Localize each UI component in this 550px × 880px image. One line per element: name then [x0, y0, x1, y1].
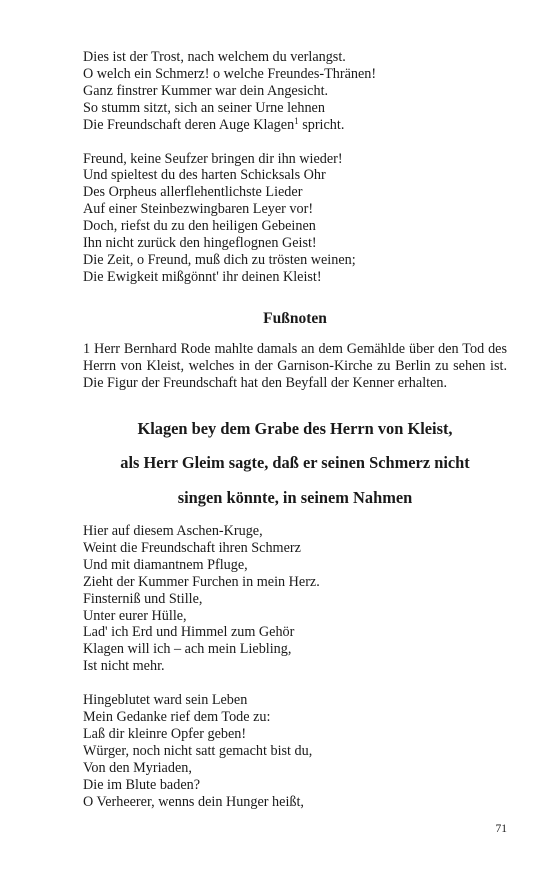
- poem-two-stanza-2: [83, 692, 507, 810]
- verse-line: Die im Blute baden?: [83, 776, 201, 793]
- verse-line: Laß dir kleinre Opfer geben!: [83, 725, 247, 742]
- verse-line: Ihn nicht zurück den hingeflognen Geist!: [83, 235, 317, 252]
- verse-line: Von den Myriaden,: [83, 759, 192, 776]
- verse-line: So stumm sitzt, sich an seiner Urne lehnen: [83, 99, 325, 116]
- verse-line: Unter eurer Hülle,: [83, 607, 187, 624]
- poem-one-stanza-1: [83, 49, 507, 134]
- page-number: 71: [495, 823, 507, 835]
- verse-line: Klagen will ich – ach mein Liebling,: [83, 641, 292, 658]
- verse-line: Die Ewigkeit mißgönnt' ihr deinen Kleist!: [83, 268, 322, 285]
- verse-line: Ist nicht mehr.: [83, 658, 165, 675]
- verse-line: Die Zeit, o Freund, muß dich zu trösten weinen;: [83, 251, 356, 268]
- verse-line: Hingeblutet ward sein Leben: [83, 692, 248, 709]
- poem-two-stanza-1: [83, 523, 507, 675]
- verse-line: O welch ein Schmerz! o welche Freundes-Thränen!: [83, 65, 377, 82]
- footnote-text: 1 Herr Bernhard Rode mahlte damals an dem Gemählde über den Tod des Herrn von Kleist, welches in der Garnison-Kirche zu Berlin zu sehen ist. Die Figur der Freundschaft hat den Beyfall der Kenner erhalten.: [83, 340, 507, 391]
- poem-title-line: Klagen bey dem Grabe des Herrn von Kleist,: [137, 418, 453, 438]
- verse-line: Würger, noch nicht satt gemacht bist du,: [83, 742, 313, 759]
- verse-line: Des Orpheus allerflehentlichste Lieder: [83, 184, 303, 201]
- verse-line: [83, 117, 507, 134]
- poem-title-line: singen könnte, in seinem Nahmen: [177, 487, 413, 507]
- verse-line: Und spieltest du des harten Schicksals Ohr: [83, 167, 326, 184]
- verse-line: Hier auf diesem Aschen-Kruge,: [83, 523, 263, 539]
- verse-line: Ganz finstrer Kummer war dein Angesicht.: [83, 82, 329, 99]
- verse-line: Zieht der Kummer Furchen in mein Herz.: [83, 573, 320, 590]
- verse-line: Lad' ich Erd und Himmel zum Gehör: [83, 624, 295, 641]
- book-page: [83, 49, 507, 811]
- verse-line: Finsterniß und Stille,: [83, 590, 203, 607]
- footnote-reference[interactable]: 1: [294, 115, 299, 126]
- footnotes-heading: Fußnoten: [263, 309, 327, 327]
- verse-line: O Verheerer, wenns dein Hunger heißt,: [83, 793, 304, 810]
- verse-line: Auf einer Steinbezwingbaren Leyer vor!: [83, 201, 314, 218]
- verse-line: Freund, keine Seufzer bringen dir ihn wieder!: [83, 150, 343, 167]
- verse-line: Weint die Freundschaft ihren Schmerz: [83, 539, 301, 556]
- verse-line: Doch, riefst du zu den heiligen Gebeinen: [83, 218, 316, 235]
- verse-line: Und mit diamantnem Pfluge,: [83, 556, 248, 573]
- verse-text: Die Freundschaft deren Auge Klagen: [83, 116, 295, 133]
- verse-text: spricht.: [298, 116, 345, 133]
- poem-title: [83, 412, 507, 516]
- verse-line: Mein Gedanke rief dem Tode zu:: [83, 709, 271, 726]
- poem-one-stanza-2: [83, 151, 507, 286]
- verse-line: Dies ist der Trost, nach welchem du verlangst.: [83, 49, 346, 65]
- poem-title-line: als Herr Gleim sagte, daß er seinen Schmerz nicht: [120, 453, 470, 472]
